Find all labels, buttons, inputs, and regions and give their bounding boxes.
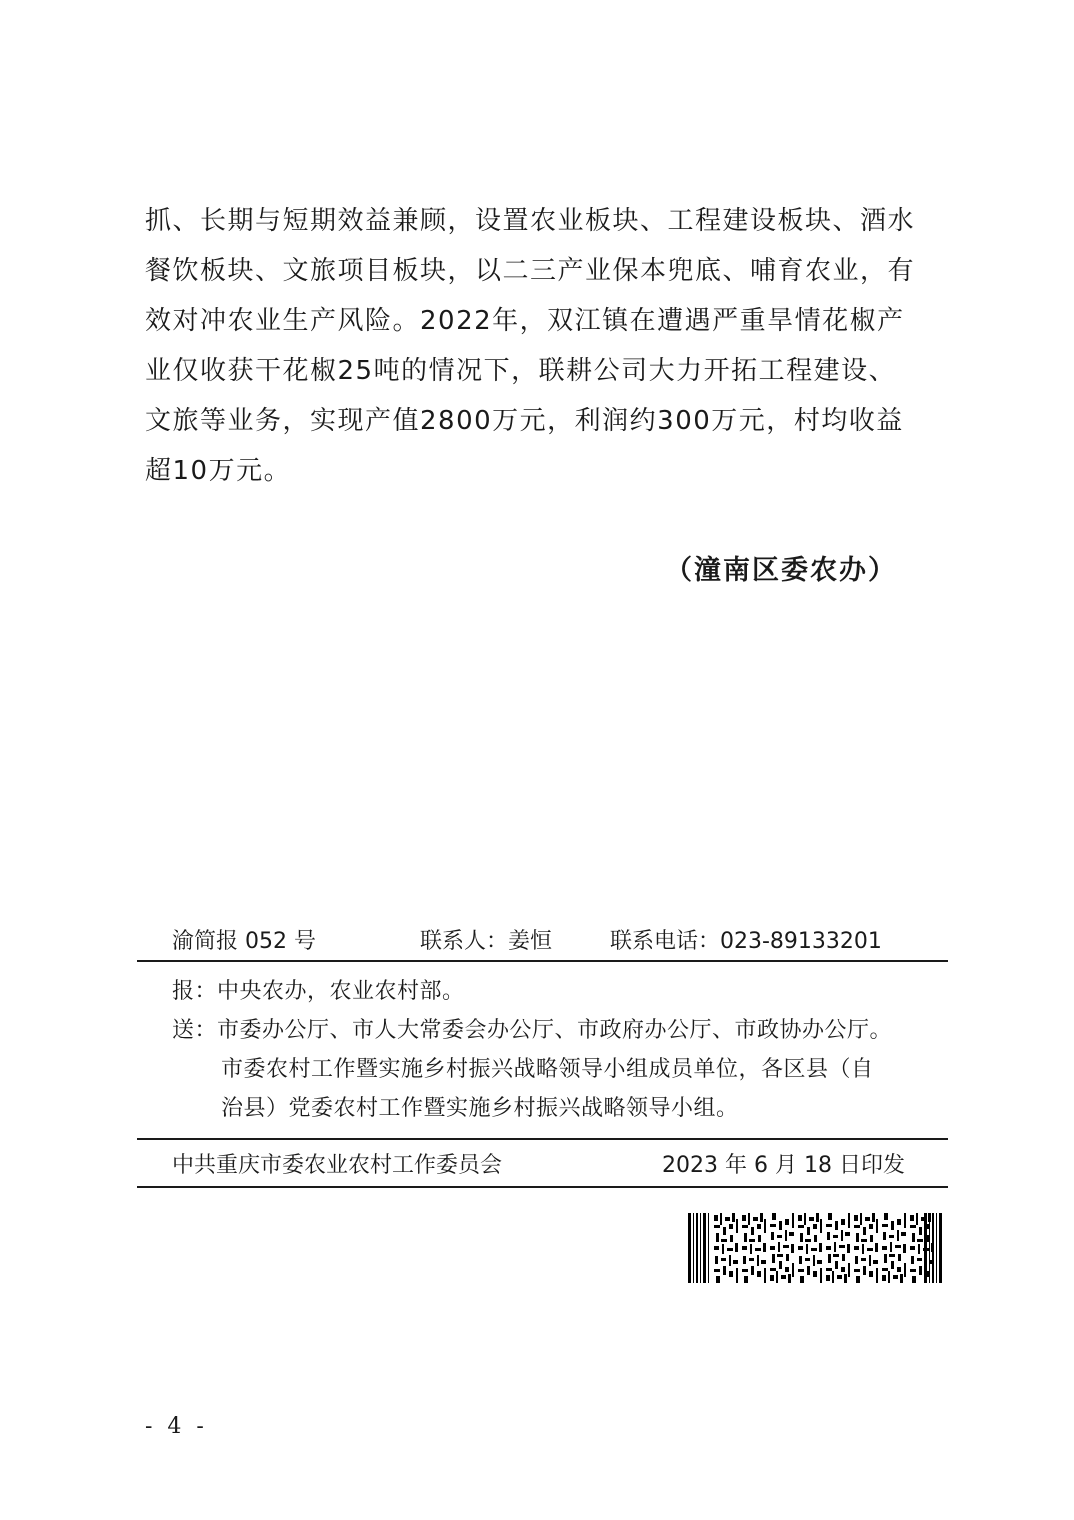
issue-row bbox=[137, 1140, 948, 1188]
barcode-image bbox=[688, 1213, 943, 1283]
source-signature: （潼南区委农办） bbox=[665, 555, 897, 586]
distribution-list bbox=[137, 962, 948, 1140]
body-line-2: 餐饮板块、文旅项目板块，以二三产业保本兜底、哺育农业，有 bbox=[145, 256, 916, 286]
send-to-line-2: 市委农村工作暨实施乡村振兴战略领导小组成员单位，各区县（自 bbox=[221, 1057, 874, 1082]
page-number: - 4 - bbox=[145, 1414, 208, 1439]
issuer: 中共重庆市委农业农村工作委员会 bbox=[172, 1153, 503, 1178]
contact-person: 联系人：姜恒 bbox=[420, 929, 553, 954]
body-line-4: 业仅收获干花椒25吨的情况下，联耕公司大力开拓工程建设、 bbox=[145, 356, 897, 386]
contact-phone: 联系电话：023-89133201 bbox=[610, 929, 882, 954]
body-line-5: 文旅等业务，实现产值2800万元，利润约300万元，村均收益 bbox=[145, 406, 904, 436]
body-line-1: 抓、长期与短期效益兼顾，设置农业板块、工程建设板块、酒水 bbox=[145, 206, 916, 236]
send-to-line-1: 送：市委办公厅、市人大常委会办公厅、市政府办公厅、市政协办公厅。 bbox=[172, 1018, 893, 1043]
footer-info-row bbox=[137, 914, 948, 962]
report-to: 报：中央农办，农业农村部。 bbox=[172, 979, 465, 1004]
body-paragraph bbox=[145, 196, 945, 496]
issue-date: 2023 年 6 月 18 日印发 bbox=[662, 1153, 905, 1178]
body-line-3: 效对冲农业生产风险。2022年，双江镇在遭遇严重旱情花椒产 bbox=[145, 306, 905, 336]
send-to-line-3: 治县）党委农村工作暨实施乡村振兴战略领导小组。 bbox=[221, 1096, 739, 1121]
report-number: 渝简报 052 号 bbox=[172, 929, 316, 954]
document-footer bbox=[137, 914, 948, 1188]
body-line-6: 超10万元。 bbox=[145, 456, 292, 486]
